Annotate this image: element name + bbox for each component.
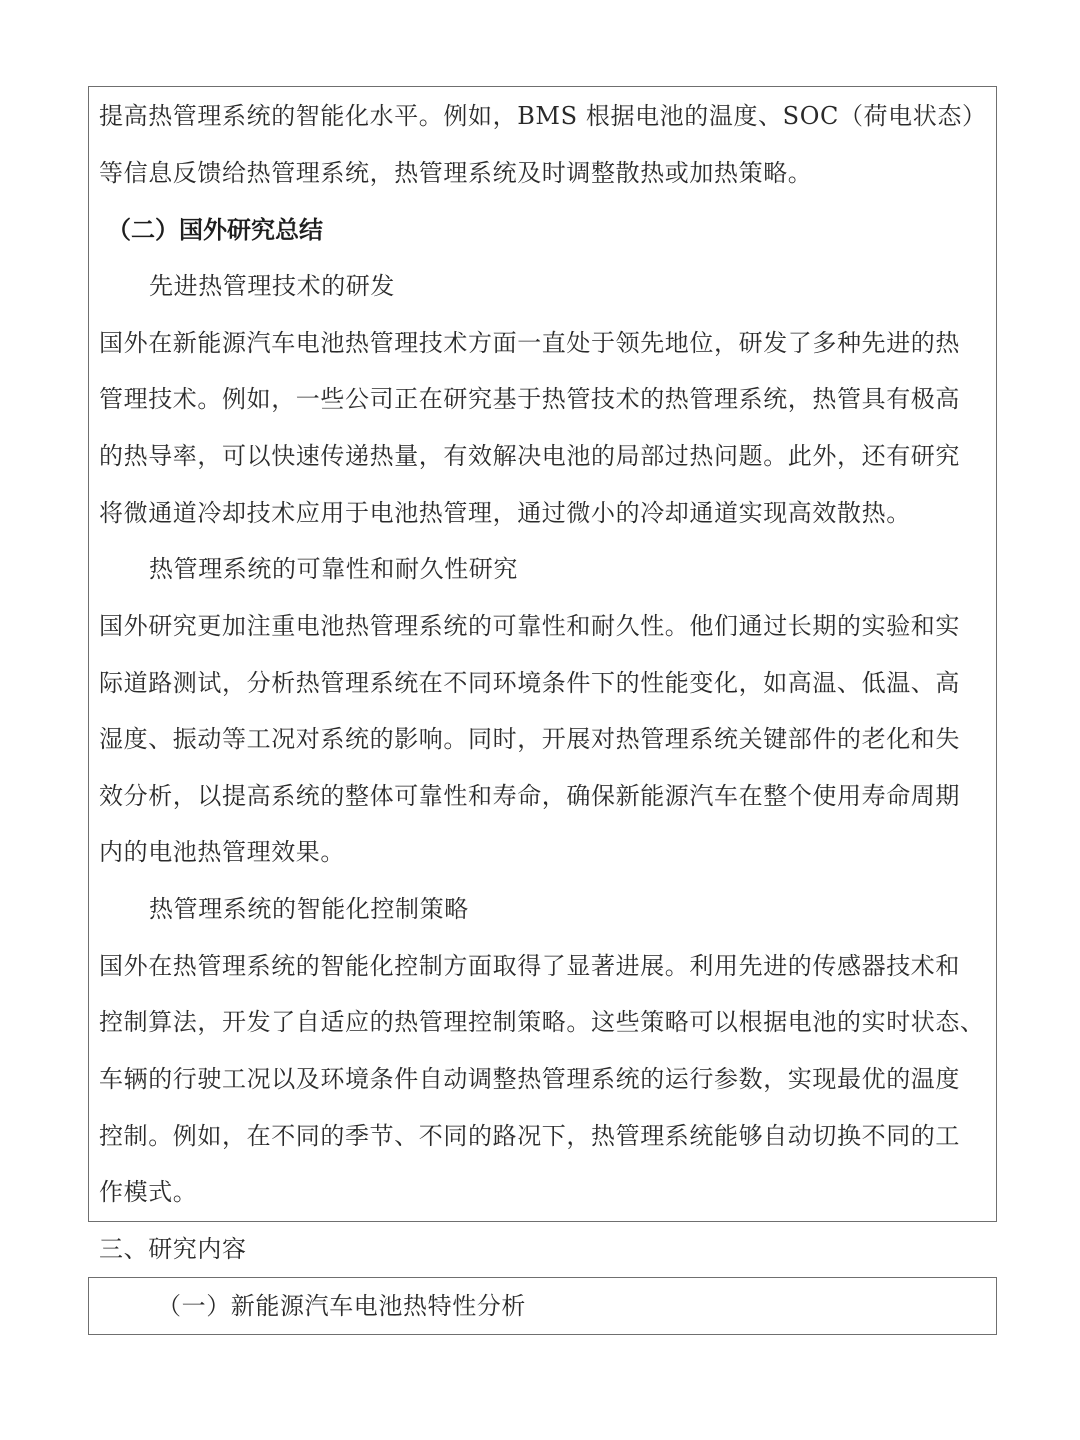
paragraph-line: 管理技术。例如，一些公司正在研究基于热管技术的热管理系统，热管具有极高 <box>99 385 960 413</box>
subsection-title-reliability: 热管理系统的可靠性和耐久性研究 <box>149 555 518 583</box>
paragraph-line: 控制。例如，在不同的季节、不同的路况下，热管理系统能够自动切换不同的工 <box>99 1122 960 1150</box>
subsection-title-thermal-characteristics: （一）新能源汽车电池热特性分析 <box>157 1292 526 1320</box>
paragraph-line: 的热导率，可以快速传递热量，有效解决电池的局部过热问题。此外，还有研究 <box>99 442 960 470</box>
paragraph-line: 作模式。 <box>99 1178 198 1206</box>
paragraph-line: 国外在新能源汽车电池热管理技术方面一直处于领先地位，研发了多种先进的热 <box>99 329 960 357</box>
paragraph-line: 提高热管理系统的智能化水平。例如，BMS 根据电池的温度、SOC（荷电状态） <box>99 102 987 130</box>
content-box-foreign-research <box>88 86 997 1222</box>
paragraph-line: 国外在热管理系统的智能化控制方面取得了显著进展。利用先进的传感器技术和 <box>99 952 960 980</box>
paragraph-line: 际道路测试，分析热管理系统在不同环境条件下的性能变化，如高温、低温、高 <box>99 669 960 697</box>
paragraph-line: 车辆的行驶工况以及环境条件自动调整热管理系统的运行参数，实现最优的温度 <box>99 1065 960 1093</box>
paragraph-line: 控制算法，开发了自适应的热管理控制策略。这些策略可以根据电池的实时状态、 <box>99 1008 985 1036</box>
paragraph-line: 湿度、振动等工况对系统的影响。同时，开展对热管理系统关键部件的老化和失 <box>99 725 960 753</box>
paragraph-line: 等信息反馈给热管理系统，热管理系统及时调整散热或加热策略。 <box>99 159 813 187</box>
paragraph-line: 国外研究更加注重电池热管理系统的可靠性和耐久性。他们通过长期的实验和实 <box>99 612 960 640</box>
section-heading-foreign-summary: （二）国外研究总结 <box>107 216 323 244</box>
paragraph-line: 内的电池热管理效果。 <box>99 838 345 866</box>
paragraph-line: 将微通道冷却技术应用于电池热管理，通过微小的冷却通道实现高效散热。 <box>99 499 911 527</box>
section-title-research-content: 三、研究内容 <box>99 1235 247 1263</box>
paragraph-line: 效分析，以提高系统的整体可靠性和寿命，确保新能源汽车在整个使用寿命周期 <box>99 782 960 810</box>
subsection-title-advanced-tech: 先进热管理技术的研发 <box>149 272 395 300</box>
subsection-title-intelligent-control: 热管理系统的智能化控制策略 <box>149 895 469 923</box>
